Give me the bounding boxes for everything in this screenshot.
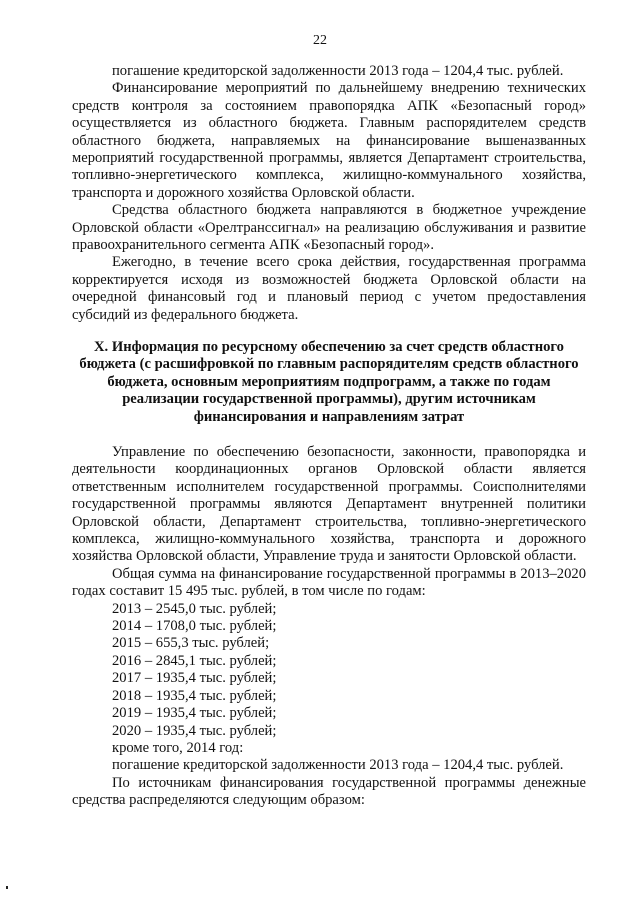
section-x-body bbox=[72, 444, 586, 810]
funding-year-item: 2013 – 2545,0 тыс. рублей; bbox=[112, 600, 277, 617]
paragraph-debt-repayment-2: погашение кредиторской задолженности 2013 года – 1204,4 тыс. рублей. bbox=[112, 757, 564, 774]
paragraph-besides-2014: кроме того, 2014 год: bbox=[112, 739, 244, 756]
funding-year-item: 2020 – 1935,4 тыс. рублей; bbox=[112, 722, 277, 739]
funding-year-item: 2015 – 655,3 тыс. рублей; bbox=[112, 635, 270, 652]
paragraph-annual-adjustment: Ежегодно, в течение всего срока действия, государственная программа корректируется исходя из возможностей бюджета Орловской области на очередной финансовый год и плановый период с учетом предоставления субсидий из федерального бюджета. bbox=[72, 254, 586, 323]
funding-year-item: 2014 – 1708,0 тыс. рублей; bbox=[112, 618, 277, 635]
funding-year-item: 2017 – 1935,4 тыс. рублей; bbox=[112, 670, 277, 687]
page-number: 22 bbox=[313, 33, 327, 48]
funding-year-item: 2016 – 2845,1 тыс. рублей; bbox=[112, 652, 277, 669]
scan-artifact bbox=[6, 886, 8, 889]
paragraph-debt-repayment: погашение кредиторской задолженности 2013 года – 1204,4 тыс. рублей. bbox=[112, 63, 564, 79]
funding-by-year-list bbox=[72, 601, 586, 740]
paragraph-responsible-executor: Управление по обеспечению безопасности, законности, правопорядка и деятельности координационных органов Орловской области является ответственным исполнителем государственной программы. Соисполнителями государственной программы являются Департамент внутренней политики Орловской области, Департамент строительства, топливно-энергетического комплекса, жилищно-коммунального хозяйства, транспорта и дорожного хозяйства Орловской области, Управление труда и занятости Орловской области. bbox=[72, 444, 586, 565]
paragraph-financing-measures: Финансирование мероприятий по дальнейшему внедрению технических средств контроля за состоянием правопорядка АПК «Безопасный город» осуществляется из областного бюджета. Главным распорядителем средств областного бюджета, направляемых на финансирование вышеназванных мероприятий государственной программы, является Департамент строительства, топливно-энергетического комплекса, жилищно-коммунального хозяйства, транспорта и дорожного хозяйства Орловской области. bbox=[72, 80, 586, 201]
funding-year-item: 2019 – 1935,4 тыс. рублей; bbox=[112, 705, 277, 722]
paragraph-funding-sources: По источникам финансирования государственной программы денежные средства распределяются следующим образом: bbox=[72, 774, 586, 809]
section-ix-continuation bbox=[72, 63, 586, 324]
funding-year-item: 2018 – 1935,4 тыс. рублей; bbox=[112, 687, 277, 704]
section-x-heading: X. Информация по ресурсному обеспечению за счет средств областного бюджета (с расшифровкой по главным распорядителям средств областного бюджета, основным мероприятиям подпрограмм, а также по годам реализации государственной программы), другим источникам финансирования и направлениям затрат bbox=[79, 339, 579, 425]
paragraph-budget-institution: Средства областного бюджета направляются в бюджетное учреждение Орловской области «Орелтранссигнал» на реализацию обслуживания и развитие правоохранительного сегмента АПК «Безопасный город». bbox=[72, 202, 586, 254]
paragraph-total-funding: Общая сумма на финансирование государственной программы в 2013–2020 годах составит 15 495 тыс. рублей, в том числе по годам: bbox=[72, 565, 586, 600]
